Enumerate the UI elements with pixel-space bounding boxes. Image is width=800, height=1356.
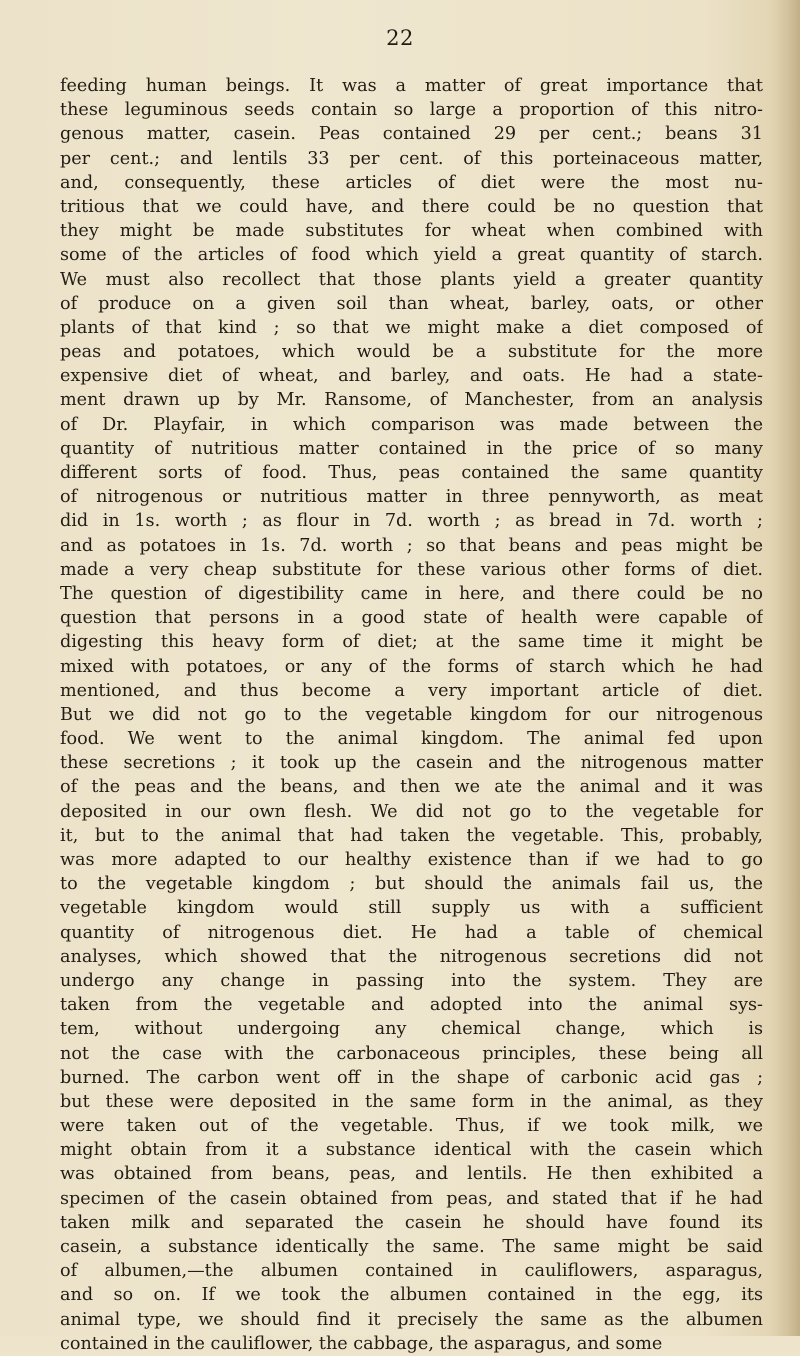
text-line: question that persons in a good state of health were capable of [60,608,763,629]
text-line: of produce on a given soil than wheat, barley, oats, or other [60,293,763,314]
text-line: vegetable kingdom would still supply us with a sufficient [60,898,763,919]
text-line: peas and potatoes, which would be a substitute for the more [60,342,763,363]
text-line: burned. The carbon went off in the shape of carbonic acid gas ; [60,1067,763,1088]
text-line: quantity of nitrogenous diet. He had a table of chemical [60,922,763,943]
text-line: undergo any change in passing into the system. They are [60,970,763,991]
text-line: and as potatoes in 1s. 7d. worth ; so that beans and peas might be [60,535,763,556]
text-line: food. We went to the animal kingdom. The animal fed upon [60,729,763,750]
text-line: digesting this heavy form of diet; at the same time it might be [60,632,763,653]
text-line: different sorts of food. Thus, peas contained the same quantity [60,463,763,483]
text-line: tritious that we could have, and there could be no question that [60,196,763,217]
text-line: but these were deposited in the same form in the animal, as they [60,1091,763,1112]
text-line: feeding human beings. It was a matter of great importance that [60,76,763,96]
text-line: expensive diet of wheat, and barley, and oats. He had a state- [60,366,763,387]
text-line: genous matter, casein. Peas contained 29 per cent.; beans 31 [60,124,763,145]
text-line: these secretions ; it took up the casein and the nitrogenous matter [60,753,763,774]
text-line: some of the articles of food which yield a great quantity of starch. [60,245,763,266]
text-line: specimen of the casein obtained from peas, and stated that if he had [60,1188,763,1209]
text-line: tem, without undergoing any chemical change, which is [60,1019,763,1040]
text-line: analyses, which showed that the nitrogenous secretions did not [60,946,763,967]
text-line: taken from the vegetable and adopted into the animal sys- [60,995,763,1016]
text-line: of Dr. Playfair, in which comparison was made between the [60,414,763,435]
page-number: 22 [386,26,414,50]
text-line: of albumen,—the albumen contained in cauliflowers, asparagus, [60,1261,763,1282]
text-line: quantity of nutritious matter contained in the price of so many [60,438,763,459]
text-line: might obtain from it a substance identical with the casein which [60,1140,763,1161]
text-line: mixed with potatoes, or any of the forms of starch which he had [60,656,763,677]
text-line: did in 1s. worth ; as flour in 7d. worth ; as bread in 7d. worth ; [60,511,763,532]
text-line: mentioned, and thus become a very important article of diet. [60,680,763,701]
text-line: of nitrogenous or nutritious matter in three pennyworth, as meat [60,487,763,508]
text-line: were taken out of the vegetable. Thus, if we took milk, we [60,1116,763,1137]
text-line: not the case with the carbonaceous principles, these being all [60,1043,763,1064]
text-line: to the vegetable kingdom ; but should the animals fail us, the [60,874,763,895]
text-line: We must also recollect that those plants yield a greater quantity [60,269,763,290]
text-line: and, consequently, these articles of diet were the most nu- [60,172,763,193]
text-line: made a very cheap substitute for these various other forms of diet. [60,559,763,580]
text-line: was obtained from beans, peas, and lentils. He then exhibited a [60,1164,763,1185]
text-line: it, but to the animal that had taken the vegetable. This, probably, [60,825,763,846]
text-line: deposited in our own flesh. We did not go to the vegetable for [60,801,763,822]
text-line: they might be made substitutes for wheat when combined with [60,221,763,242]
text-line: contained in the cauliflower, the cabbage, the asparagus, and some [60,1333,663,1354]
page-edge-shadow [770,0,800,1336]
text-line: taken milk and separated the casein he should have found its [60,1212,763,1233]
text-line: these leguminous seeds contain so large a proportion of this nitro- [60,100,763,121]
text-line: was more adapted to our healthy existence than if we had to go [60,850,763,870]
text-line: But we did not go to the vegetable kingdom for our nitrogenous [60,704,763,725]
text-line: animal type, we should find it precisely the same as the albumen [60,1309,763,1330]
text-line: plants of that kind ; so that we might make a diet composed of [60,317,763,338]
text-line: The question of digestibility came in here, and there could be no [60,583,763,604]
text-line: and so on. If we took the albumen contained in the egg, its [60,1285,763,1306]
body-text [60,74,763,1356]
text-line: casein, a substance identically the same. The same might be said [60,1237,763,1257]
text-line: ment drawn up by Mr. Ransome, of Manchester, from an analysis [60,390,763,411]
text-line: per cent.; and lentils 33 per cent. of this porteinaceous matter, [60,148,763,169]
text-line: of the peas and the beans, and then we ate the animal and it was [60,777,763,798]
